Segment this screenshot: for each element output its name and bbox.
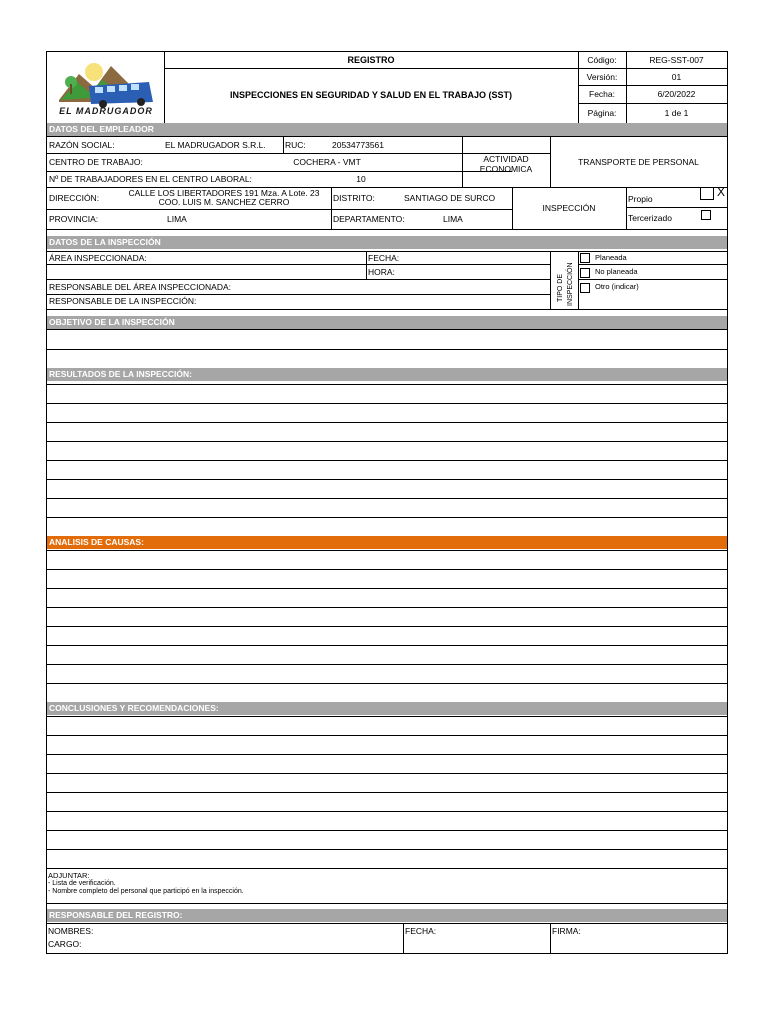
actividad-label	[462, 154, 550, 174]
provincia-label: PROVINCIA:	[49, 214, 99, 224]
tipo-no-planeada-label: No planeada	[595, 267, 638, 276]
meta-fecha-label: Fecha:	[589, 89, 615, 99]
meta-version-label: Versión:	[586, 72, 618, 82]
area-label: ÁREA INSPECCIONADA:	[49, 253, 147, 263]
doc-title: INSPECCIONES EN SEGURIDAD Y SALUD EN EL TRABAJO (SST)	[229, 90, 513, 100]
tipo-no-planeada-checkbox[interactable]	[580, 268, 590, 278]
tipo-planeada-checkbox[interactable]	[580, 253, 590, 263]
ruc-value: 20534773561	[332, 140, 385, 150]
meta-codigo-value: REG-SST-007	[649, 55, 704, 65]
propio-mark: X	[717, 185, 726, 199]
tipo-label-1: TIPO DE	[557, 273, 564, 302]
propio-checkbox[interactable]	[700, 187, 714, 200]
resp-insp-label: RESPONSABLE DE LA INSPECCIÓN:	[49, 296, 197, 306]
section-resultados: RESULTADOS DE LA INSPECCIÓN:	[47, 368, 727, 381]
registro-fecha-label: FECHA:	[405, 926, 437, 936]
direccion-label: DIRECCIÓN:	[49, 193, 100, 203]
tipo-planeada-label: Planeada	[595, 253, 627, 262]
trabajadores-value: 10	[356, 174, 366, 184]
adjuntar-title: ADJUNTAR:	[48, 871, 90, 880]
meta-codigo-label: Código:	[587, 55, 617, 65]
provincia-value: LIMA	[167, 214, 187, 224]
inspeccion-label: INSPECCIÓN	[542, 203, 596, 213]
propio-label: Propio	[628, 194, 653, 204]
doc-type: REGISTRO	[347, 55, 395, 65]
hora-label: HORA:	[368, 267, 395, 277]
meta-version-value: 01	[671, 72, 682, 82]
tipo-otro-checkbox[interactable]	[580, 283, 590, 293]
distrito-label: DISTRITO:	[333, 193, 375, 203]
departamento-value: LIMA	[443, 214, 463, 224]
nombres-label: NOMBRES:	[48, 926, 94, 936]
meta-fecha-value: 6/20/2022	[657, 89, 696, 99]
trabajadores-label: Nº DE TRABAJADORES EN EL CENTRO LABORAL:	[49, 174, 252, 184]
section-employer: DATOS DEL EMPLEADOR	[47, 123, 727, 136]
cargo-label: CARGO:	[48, 939, 82, 949]
fecha-label: FECHA:	[368, 253, 400, 263]
section-analisis: ANALISIS DE CAUSAS:	[47, 536, 727, 549]
section-inspection: DATOS DE LA INSPECCIÓN	[47, 236, 727, 249]
departamento-label: DEPARTAMENTO:	[333, 214, 405, 224]
meta-pagina-label: Página:	[587, 108, 617, 118]
tercerizado-label: Tercerizado	[628, 213, 672, 223]
centro-label: CENTRO DE TRABAJO:	[49, 157, 143, 167]
resp-area-label: RESPONSABLE DEL ÁREA INSPECCIONADA:	[49, 282, 232, 292]
inspection-form	[46, 51, 728, 954]
direccion-value-1: CALLE LOS LIBERTADORES 191 Mza. A Lote. 23	[128, 188, 320, 198]
actividad-value: TRANSPORTE DE PERSONAL	[578, 157, 699, 167]
actividad-label-text: ACTIVIDAD ECONOMICA	[479, 154, 533, 174]
company-logo	[49, 56, 163, 118]
section-registro: RESPONSABLE DEL REGISTRO:	[47, 909, 727, 922]
ruc-label: RUC:	[285, 140, 306, 150]
logo-brand-text: EL MADRUGADOR	[59, 106, 153, 116]
distrito-value: SANTIAGO DE SURCO	[404, 193, 496, 203]
razon-social-value: EL MADRUGADOR S.R.L.	[165, 140, 266, 150]
tercerizado-checkbox[interactable]	[701, 210, 711, 220]
centro-value: COCHERA - VMT	[293, 157, 361, 167]
razon-social-label: RAZÓN SOCIAL:	[49, 140, 115, 150]
tipo-otro-label: Otro (indicar)	[595, 282, 639, 291]
registro-firma-label: FIRMA:	[552, 926, 581, 936]
adjuntar-item-1: - Lista de verificación.	[48, 880, 116, 887]
section-conclusiones: CONCLUSIONES Y RECOMENDACIONES:	[47, 702, 727, 715]
meta-pagina-value: 1 de 1	[664, 108, 689, 118]
adjuntar-item-2: - Nombre completo del personal que participó en la inspección.	[48, 888, 244, 895]
direccion-value-2: COO. LUIS M. SANCHEZ CERRO	[158, 197, 290, 207]
tipo-label-2: INSPECCIÓN	[567, 262, 574, 306]
section-objetivo: OBJETIVO DE LA INSPECCIÓN	[47, 316, 727, 329]
